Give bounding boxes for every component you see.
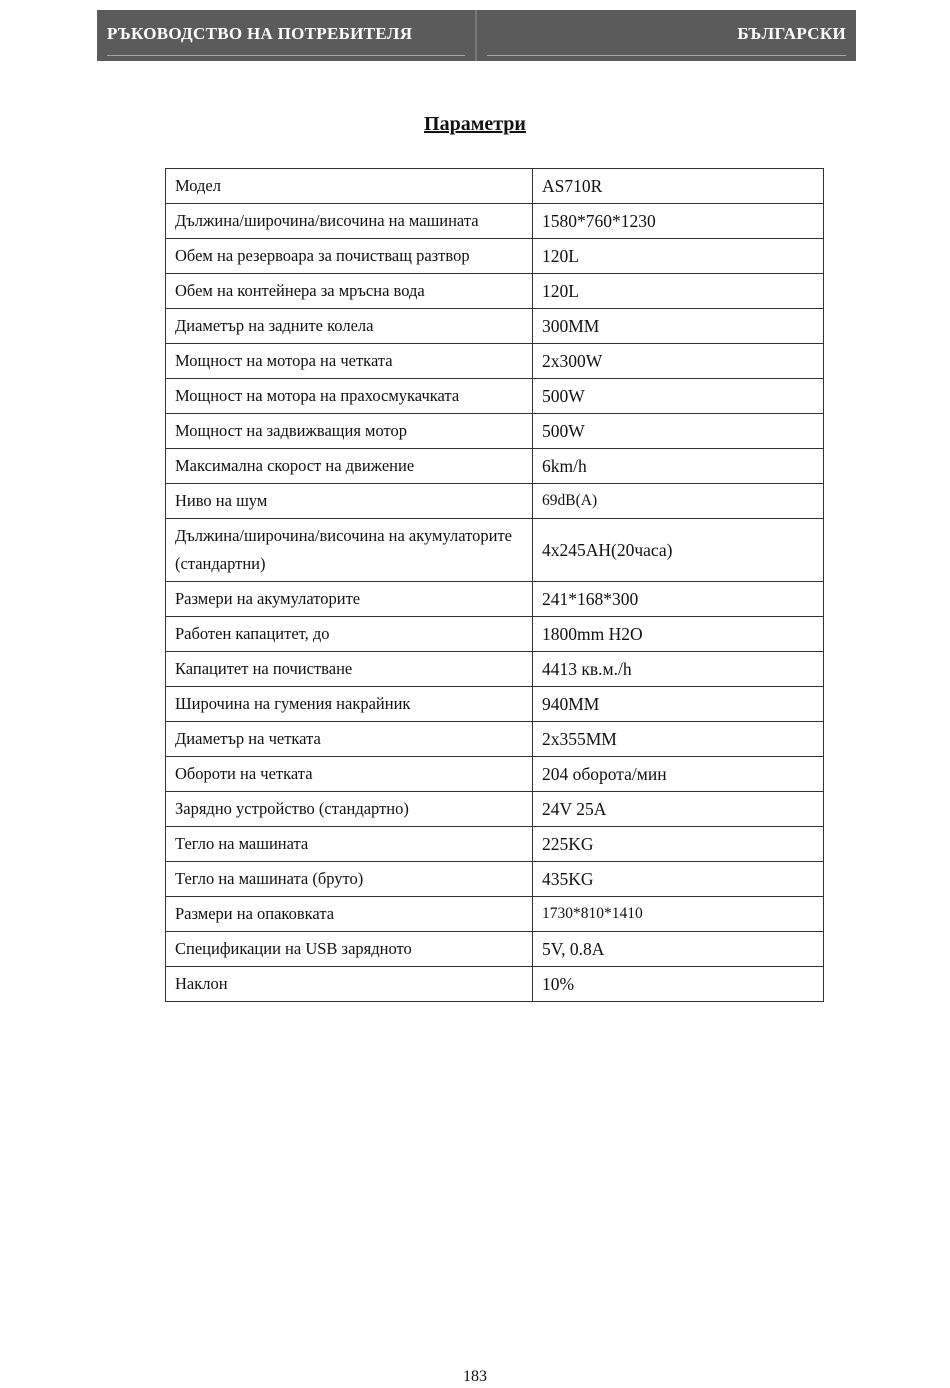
table-row xyxy=(166,827,824,862)
parameter-value: 500W xyxy=(533,379,824,414)
parameter-label: Мощност на задвижващия мотор xyxy=(166,414,533,449)
header-language: БЪЛГАРСКИ xyxy=(737,24,846,43)
parameter-value: 940MM xyxy=(533,687,824,722)
parameter-label: Широчина на гумения накрайник xyxy=(166,687,533,722)
parameter-value: 120L xyxy=(533,239,824,274)
parameter-label: Капацитет на почистване xyxy=(166,652,533,687)
parameter-label: Мощност на мотора на прахосмукачката xyxy=(166,379,533,414)
table-row xyxy=(166,652,824,687)
parameter-value: 5V, 0.8A xyxy=(533,932,824,967)
table-row xyxy=(166,722,824,757)
parameter-value: 10% xyxy=(533,967,824,1002)
table-row xyxy=(166,617,824,652)
parameter-label: Спецификации на USB зарядното xyxy=(166,932,533,967)
table-row xyxy=(166,309,824,344)
parameter-value: 204 оборота/мин xyxy=(533,757,824,792)
table-row xyxy=(166,687,824,722)
parameter-value: 435KG xyxy=(533,862,824,897)
parameter-value: 500W xyxy=(533,414,824,449)
parameter-label: Тегло на машината (бруто) xyxy=(166,862,533,897)
table-row xyxy=(166,449,824,484)
parameter-label: Ниво на шум xyxy=(166,484,533,519)
parameter-label: Размери на опаковката xyxy=(166,897,533,932)
parameter-label: Дължина/широчина/височина на машината xyxy=(166,204,533,239)
parameter-value: AS710R xyxy=(533,169,824,204)
table-row xyxy=(166,582,824,617)
parameter-value: 1580*760*1230 xyxy=(533,204,824,239)
parameter-label: Тегло на машината xyxy=(166,827,533,862)
parameters-table xyxy=(165,168,824,1002)
parameter-label: Максимална скорост на движение xyxy=(166,449,533,484)
parameter-label: Диаметър на четката xyxy=(166,722,533,757)
parameter-value: 69dB(A) xyxy=(533,484,824,519)
table-row xyxy=(166,169,824,204)
table-row xyxy=(166,379,824,414)
table-row xyxy=(166,757,824,792)
table-row xyxy=(166,239,824,274)
parameter-label: Диаметър на задните колела xyxy=(166,309,533,344)
parameter-label: Модел xyxy=(166,169,533,204)
parameter-value: 1730*810*1410 xyxy=(533,897,824,932)
parameter-value: 225KG xyxy=(533,827,824,862)
header-divider xyxy=(475,10,477,61)
page-number: 183 xyxy=(463,1368,487,1385)
parameter-value: 120L xyxy=(533,274,824,309)
parameter-label: Мощност на мотора на четката xyxy=(166,344,533,379)
parameter-value: 2x355MM xyxy=(533,722,824,757)
header-left-underline xyxy=(107,55,465,56)
parameter-label: Обороти на четката xyxy=(166,757,533,792)
parameter-label: Обем на резервоара за почистващ разтвор xyxy=(166,239,533,274)
table-row xyxy=(166,792,824,827)
parameter-label: Размери на акумулаторите xyxy=(166,582,533,617)
parameter-value: 300MM xyxy=(533,309,824,344)
table-row xyxy=(166,862,824,897)
parameter-value: 2x300W xyxy=(533,344,824,379)
table-row xyxy=(166,414,824,449)
parameter-label: Зарядно устройство (стандартно) xyxy=(166,792,533,827)
parameter-value: 24V 25A xyxy=(533,792,824,827)
parameter-value: 6km/h xyxy=(533,449,824,484)
page-header xyxy=(97,10,856,61)
parameter-label: Обем на контейнера за мръсна вода xyxy=(166,274,533,309)
parameter-value: 4413 кв.м./h xyxy=(533,652,824,687)
page-title: Параметри xyxy=(424,113,526,135)
header-title: РЪКОВОДСТВО НА ПОТРЕБИТЕЛЯ xyxy=(107,24,413,43)
table-row xyxy=(166,344,824,379)
table-row xyxy=(166,897,824,932)
table-row xyxy=(166,519,824,582)
table-row xyxy=(166,484,824,519)
table-row xyxy=(166,967,824,1002)
table-row xyxy=(166,204,824,239)
parameter-label: Дължина/широчина/височина на акумулаторите (стандартни) xyxy=(166,519,533,582)
parameter-value: 4x245AH(20часа) xyxy=(533,519,824,582)
table-row xyxy=(166,274,824,309)
parameter-value: 1800mm H2O xyxy=(533,617,824,652)
header-right-underline xyxy=(487,55,846,56)
table-row xyxy=(166,932,824,967)
parameter-label: Наклон xyxy=(166,967,533,1002)
parameter-value: 241*168*300 xyxy=(533,582,824,617)
parameter-label: Работен капацитет, до xyxy=(166,617,533,652)
